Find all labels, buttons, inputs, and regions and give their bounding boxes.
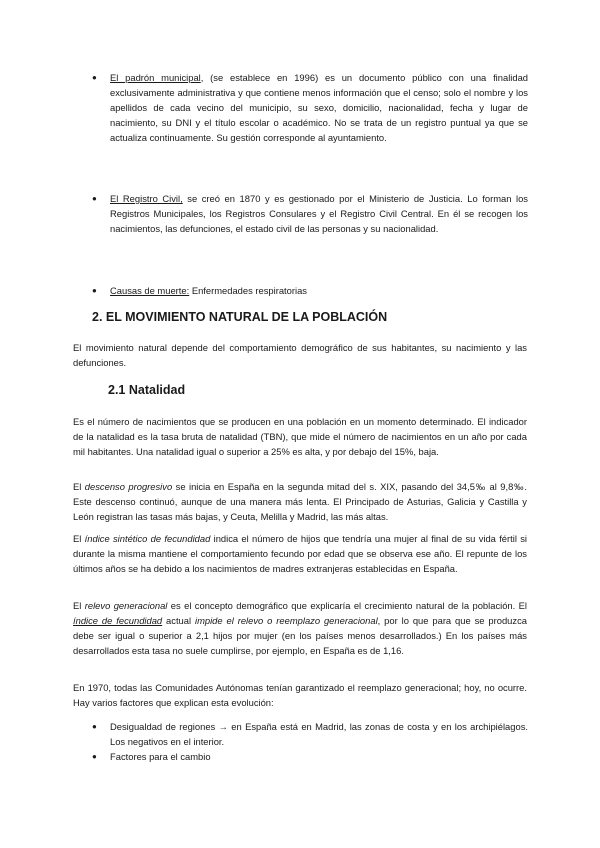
term-impide-relevo: impide el relevo o reemplazo generacional — [194, 615, 378, 626]
paragraph-1970-reemplazo: En 1970, todas las Comunidades Autónomas tenían garantizado el reemplazo generacional; hoy, no ocurre. Hay varios factores que explican esta evolución: — [73, 682, 527, 708]
p4-b: es el concepto demográfico que explicaría el crecimiento natural de la población. El — [167, 600, 527, 611]
section-2-intro: El movimiento natural depende del comportamiento demográfico de sus habitantes, su nacimiento y las defunciones. — [73, 342, 527, 368]
bullet-dot: ● — [92, 194, 97, 203]
p3-pre: El — [73, 533, 85, 544]
bullet-dot: ● — [92, 73, 97, 82]
term-indice-fecundidad: índice de fecundidad — [73, 615, 163, 626]
term-relevo-generacional: relevo generacional — [84, 600, 168, 611]
bullet-registro-body: se creó en 1870 y es gestionado por el Ministerio de Justicia. Lo forman los Registros Municipales, los Registros Consulares y el Registro Civil Central. En él se recogen los nacimientos, las defunciones, el estado civil de las personas y su nacionalidad. — [110, 193, 528, 234]
section-2-1-heading: 2.1 Natalidad — [108, 383, 186, 397]
bullet-dot: ● — [92, 286, 97, 295]
term-indice-sintetico: índice sintético de fecundidad — [84, 533, 211, 544]
paragraph-indice-sintetico — [73, 531, 527, 576]
term-padron-municipal: El padrón municipal — [110, 72, 201, 83]
bullet-dot: ● — [92, 752, 97, 761]
section-2-heading: 2. EL MOVIMIENTO NATURAL DE LA POBLACIÓN — [92, 310, 388, 324]
bullet-dot: ● — [92, 722, 97, 731]
p4-c: actual — [162, 615, 195, 626]
bullet-registro-text — [110, 191, 528, 236]
p3-post: indica el número de hijos que tendría una mujer al final de su vida fértil si durante la misma mantiene el comportamiento fecundo por edad que se observa ese año. El repunte de los últimos años se ha debido a los nacimientos de madres extranjeras establecidas en España. — [73, 533, 527, 574]
bullet-padron-text — [110, 70, 528, 145]
bullet-causas-body: Enfermedades respiratorias — [189, 285, 307, 296]
paragraph-natalidad-definition: Es el número de nacimientos que se producen en una población en un momento determinado. El indicador de la natalidad es la tasa bruta de natalidad (TBN), que mide el número de nacimientos en un año por cada mil habitantes. Una natalidad igual o superior a 25% es alta, y por debajo del 15%, baja. — [73, 416, 527, 457]
bullet-desigualdad-text: Desigualdad de regiones → en España está en Madrid, las zonas de costa y en los archipiélagos. Los negativos en el interior. — [110, 721, 528, 747]
p4-a: El — [73, 600, 85, 611]
paragraph-relevo-generacional — [73, 598, 527, 658]
bullet-causas-text — [110, 283, 528, 298]
bullet-factores-text: Factores para el cambio — [110, 751, 211, 762]
term-registro-civil: El Registro Civil, — [110, 193, 183, 204]
term-descenso-progresivo: descenso progresivo — [84, 481, 173, 492]
p4-d: , por lo que para que se produzca debe ser igual o superior a 2,1 hijos por mujer (en los países menos desarrollados.) En los países más desarrollados esta tasa no suele cumplirse, por ejemplo, en España es de 1,16. — [73, 615, 527, 656]
term-causas-muerte: Causas de muerte: — [110, 285, 190, 296]
paragraph-descenso-progresivo — [73, 479, 527, 524]
p2-post: se inicia en España en la segunda mitad del s. XIX, pasando del 34,5‰ al 9,8‰. Este descenso continuó, aunque de una manera más lenta. El Principado de Asturias, Galicia y Castilla y León registran las tasas más bajas, y Ceuta, Melilla y Madrid, las más altas. — [73, 481, 527, 522]
bullet-padron-body: , (se establece en 1996) es un documento público con una finalidad exclusivamente administrativa y que contiene menos información que el censo; solo el nombre y los apellidos de cada vecino del municipio, su sexo, domicilio, nacionalidad, fecha y lugar de nacimiento, su DNI y el título escolar o académico. No se trata de un registro puntual ya que se actualiza continuamente. Su gestión corresponde al ayuntamiento. — [110, 72, 528, 143]
p2-pre: El — [73, 481, 85, 492]
